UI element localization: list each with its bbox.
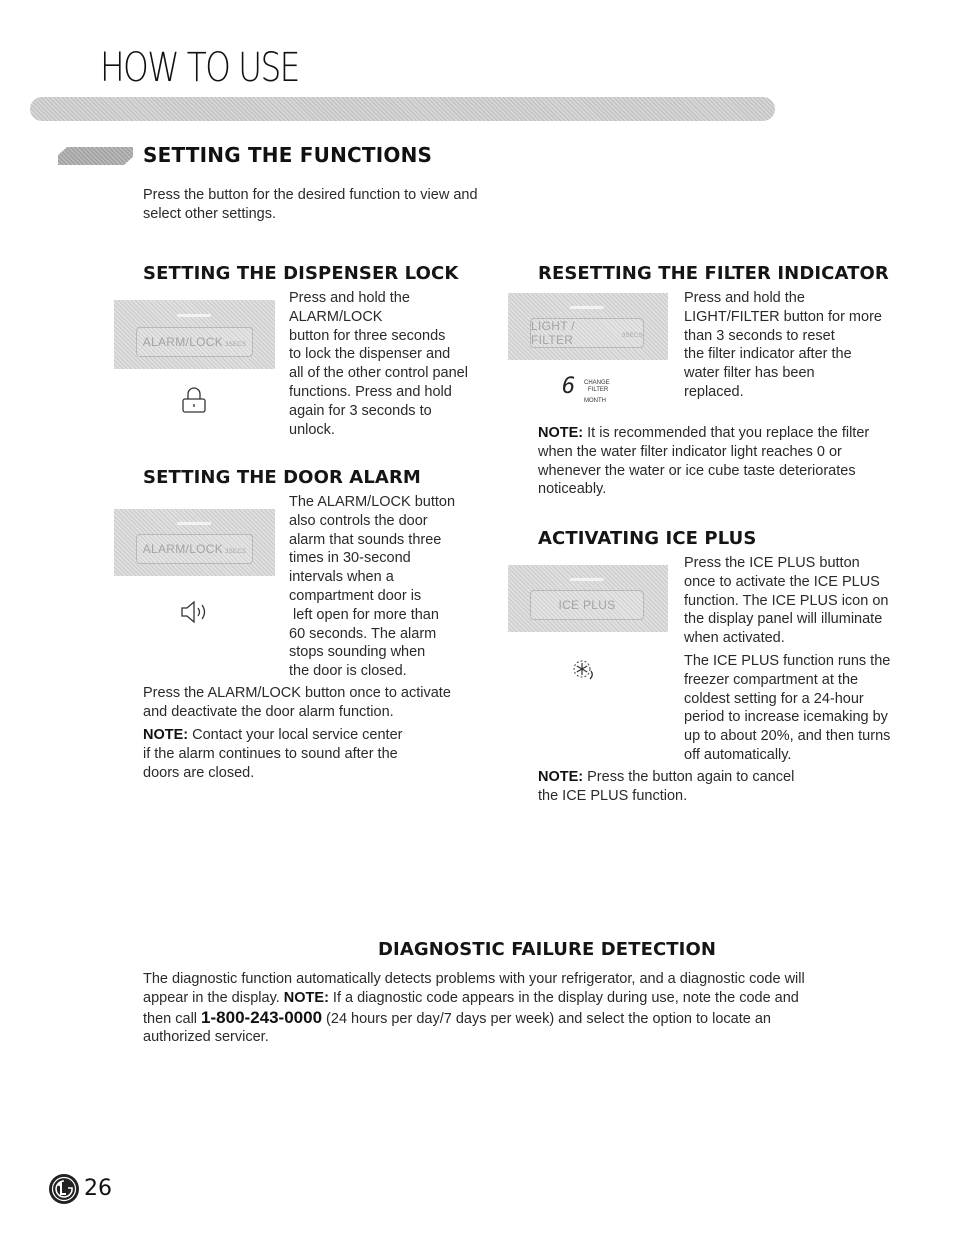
page-number: 26: [84, 1176, 112, 1201]
phone-number: 1-800-243-0000: [201, 1007, 323, 1027]
light-filter-button: LIGHT / FILTER 3SECS: [531, 319, 643, 347]
door-alarm-note: NOTE: Contact your local service center if the alarm continues to sound after the doors are closed.: [143, 727, 403, 781]
section-intro: [143, 186, 478, 224]
dispenser-lock-heading: SETTING THE DISPENSER LOCK: [143, 263, 459, 284]
ice-plus-heading: ACTIVATING ICE PLUS: [538, 528, 757, 549]
light-filter-panel-image: [508, 293, 668, 360]
ice-plus-text-2: The ICE PLUS function runs the freezer compartment at the coldest setting for a 24-hour period to increase icemaking by up to about 20%, and then turns off automatically.: [684, 653, 891, 763]
door-alarm-heading: SETTING THE DOOR ALARM: [143, 467, 421, 488]
title-bar-decoration: [30, 97, 775, 121]
snowflake-icon: [570, 655, 598, 683]
ice-plus-text: Press the ICE PLUS button once to activate the ICE PLUS function. The ICE PLUS icon on the display panel will illuminate when activated.: [684, 555, 889, 647]
diagnostic-heading: DIAGNOSTIC FAILURE DETECTION: [378, 939, 717, 960]
filter-text: Press and hold the LIGHT/FILTER button for more than 3 seconds to reset the filter indicator after the water filter has been replaced.: [684, 290, 882, 400]
alarm-lock-panel-image: [114, 300, 275, 369]
section-marker: [58, 147, 133, 165]
door-alarm-extra: Press the ALARM/LOCK button once to activate and deactivate the door alarm function.: [143, 685, 451, 720]
ice-plus-panel-image: [508, 565, 668, 632]
alarm-lock-panel-image: [114, 509, 275, 576]
diagnostic-text: The diagnostic function automatically detects problems with your refrigerator, and a diagnostic code will appear in the display. NOTE: If a diagnostic code appears in the display during use, note the code and then call 1-800-243-0000 (24 hours per day/7 days per week) and select the option to locate an authorized servicer.: [143, 971, 805, 1046]
page-title: HOW TO USE: [100, 45, 299, 91]
intro-line: Press the button for the desired function to view and: [143, 187, 478, 203]
speaker-icon: [180, 599, 210, 625]
filter-note: NOTE: It is recommended that you replace the filter when the water filter indicator light reaches 0 or whenever the water or ice cube taste deteriorates noticeably.: [538, 425, 870, 498]
dispenser-lock-text: Press and hold the ALARM/LOCK button for three seconds to lock the dispenser and all of the other control panel functions. Press and hold again for 3 seconds to unlock.: [289, 290, 468, 438]
lock-icon: [180, 386, 208, 416]
ice-plus-button: ICE PLUS: [530, 590, 644, 620]
door-alarm-text: The ALARM/LOCK button also controls the door alarm that sounds three times in 30-second intervals when a compartment door is left open for more than 60 seconds. The alarm stops sounding when the door is closed.: [289, 494, 456, 680]
alarm-lock-button: ALARM/LOCK 3SECS: [136, 327, 253, 357]
filter-heading: RESETTING THE FILTER INDICATOR: [538, 263, 889, 284]
alarm-lock-button: ALARM/LOCK 3SECS: [136, 534, 253, 564]
lg-logo-icon: [48, 1173, 80, 1205]
section-title: SETTING THE FUNCTIONS: [143, 143, 433, 167]
ice-plus-note: NOTE: Press the button again to cancel the ICE PLUS function.: [538, 769, 795, 804]
intro-line: select other settings.: [143, 205, 276, 222]
filter-indicator-icon: 6 CHANGE FILTER MONTH: [562, 374, 610, 404]
